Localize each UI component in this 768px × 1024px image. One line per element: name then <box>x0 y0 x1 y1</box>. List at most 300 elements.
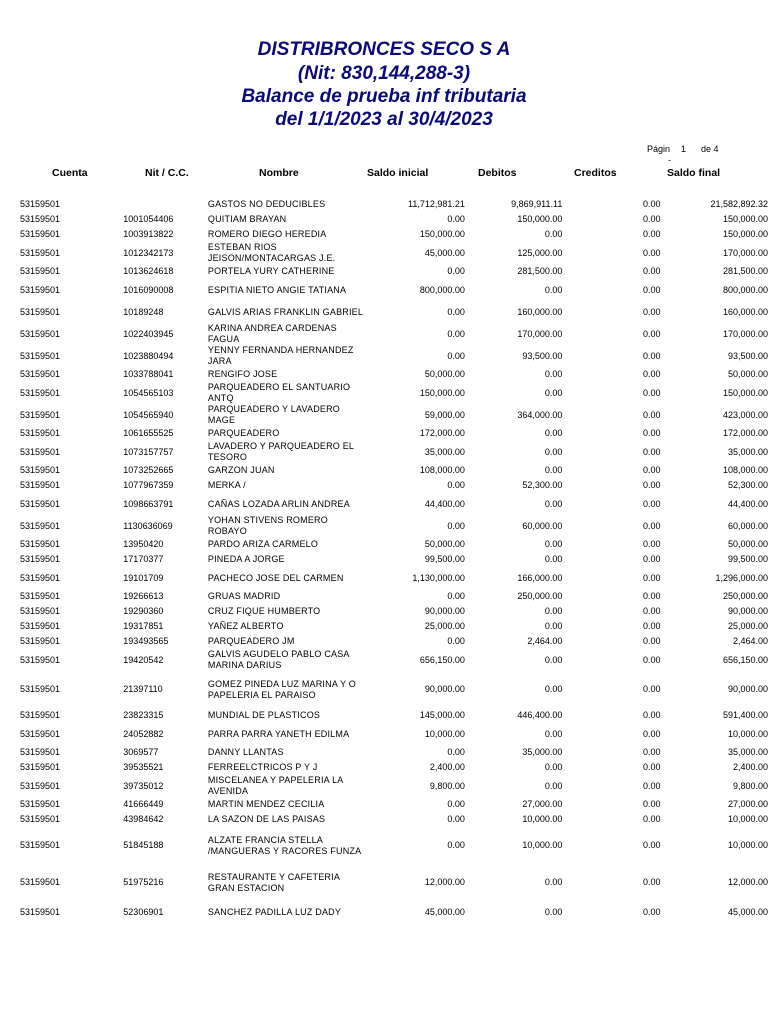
cell-creditos: 0.00 <box>642 780 661 791</box>
cell-creditos: 0.00 <box>642 214 661 224</box>
cell-creditos: 0.00 <box>642 199 661 209</box>
table-row <box>0 708 768 723</box>
table-row <box>0 589 768 604</box>
table-row <box>0 212 768 227</box>
cell-nit: 3069577 <box>123 747 159 757</box>
cell-nit: 1013624618 <box>123 266 174 276</box>
cell-nombre: QUITIAM BRAYAN <box>207 214 287 224</box>
cell-saldo-inicial: 90,000.00 <box>424 606 465 616</box>
cell-creditos: 0.00 <box>642 266 661 276</box>
cell-cuenta: 53159501 <box>20 684 61 694</box>
cell-debitos: 0.00 <box>544 387 563 398</box>
cell-creditos: 0.00 <box>642 877 661 887</box>
page-number: 1 <box>681 144 687 154</box>
col-header-debitos: Debitos <box>478 167 517 179</box>
cell-creditos: 0.00 <box>642 428 661 438</box>
cell-nit: 10189248 <box>123 306 164 317</box>
cell-nombre: GALVIS AGUDELO PABLO CASA MARINA DARIUS <box>207 649 350 670</box>
cell-saldo-inicial: 59,000.00 <box>424 409 465 420</box>
cell-nombre: MERKA / <box>207 480 246 490</box>
cell-nombre: GOMEZ PINEDA LUZ MARINA Y O PAPELERIA EL PARAISO <box>207 678 357 700</box>
cell-cuenta: 53159501 <box>20 606 61 616</box>
cell-debitos: 446,400.00 <box>517 710 563 720</box>
cell-nit: 21397110 <box>123 684 163 694</box>
balance-table-body <box>0 197 768 923</box>
cell-saldo-inicial: 145,000.00 <box>419 710 465 720</box>
cell-cuenta: 53159501 <box>20 728 61 739</box>
cell-nombre: MARTIN MENDEZ CECILIA <box>207 799 325 809</box>
cell-cuenta: 53159501 <box>20 814 61 824</box>
table-row <box>0 634 768 649</box>
cell-creditos: 0.00 <box>642 350 661 361</box>
cell-nit: 39535521 <box>123 762 164 772</box>
cell-cuenta: 53159501 <box>20 636 61 646</box>
cell-creditos: 0.00 <box>642 814 661 824</box>
cell-saldo-final: 170,000.00 <box>722 328 768 339</box>
cell-saldo-inicial: 0.00 <box>447 480 465 490</box>
table-row <box>0 797 768 812</box>
cell-nit: 1023880494 <box>123 350 174 361</box>
cell-saldo-final: 150,000.00 <box>722 214 768 224</box>
cell-cuenta: 53159501 <box>20 369 61 379</box>
cell-nombre: LAVADERO Y PARQUEADERO EL TESORO <box>207 441 354 462</box>
cell-cuenta: 53159501 <box>20 621 61 631</box>
cell-saldo-final: 172,000.00 <box>722 428 768 438</box>
cell-debitos: 125,000.00 <box>517 247 563 258</box>
cell-cuenta: 53159501 <box>20 306 61 317</box>
cell-debitos: 0.00 <box>544 428 563 438</box>
cell-saldo-inicial: 150,000.00 <box>419 387 465 398</box>
cell-cuenta: 53159501 <box>20 498 61 509</box>
cell-cuenta: 53159501 <box>20 266 61 276</box>
table-row <box>0 227 768 242</box>
cell-debitos: 0.00 <box>544 554 563 564</box>
col-header-creditos: Creditos <box>574 167 617 179</box>
cell-cuenta: 53159501 <box>20 747 61 757</box>
table-row <box>0 745 768 760</box>
cell-debitos: 0.00 <box>544 229 563 239</box>
cell-debitos: 0.00 <box>544 539 563 549</box>
cell-nombre: CRUZ FIQUE HUMBERTO <box>207 606 321 616</box>
cell-saldo-inicial: 44,400.00 <box>424 498 465 509</box>
cell-debitos: 10,000.00 <box>522 840 563 850</box>
cell-nombre: YAÑEZ ALBERTO <box>207 621 284 631</box>
cell-nit: 1001054406 <box>123 214 174 224</box>
cell-nombre: PARQUEADERO JM <box>207 636 295 646</box>
cell-cuenta: 53159501 <box>20 214 61 224</box>
cell-cuenta: 53159501 <box>20 840 61 850</box>
table-row <box>0 463 768 478</box>
col-header-nit: Nit / C.C. <box>145 167 189 179</box>
cell-creditos: 0.00 <box>642 539 661 549</box>
cell-debitos: 0.00 <box>544 906 563 917</box>
cell-cuenta: 53159501 <box>20 572 61 583</box>
cell-saldo-inicial: 0.00 <box>447 591 465 601</box>
cell-saldo-inicial: 800,000.00 <box>419 284 465 295</box>
table-row <box>0 604 768 619</box>
cell-cuenta: 53159501 <box>20 229 61 239</box>
cell-nit: 1003913822 <box>123 229 174 239</box>
cell-cuenta: 53159501 <box>20 465 61 475</box>
cell-nombre: ROMERO DIEGO HEREDIA <box>207 229 327 239</box>
cell-saldo-final: 50,000.00 <box>727 369 768 379</box>
table-row <box>0 264 768 279</box>
cell-creditos: 0.00 <box>642 728 661 739</box>
table-row <box>0 279 768 301</box>
cell-saldo-final: 250,000.00 <box>722 591 768 601</box>
cell-nombre: KARINA ANDREA CARDENAS FAGUA <box>207 323 337 344</box>
cell-saldo-final: 10,000.00 <box>727 840 768 850</box>
table-row <box>0 515 768 537</box>
cell-debitos: 60,000.00 <box>522 520 563 531</box>
table-row <box>0 901 768 923</box>
cell-debitos: 27,000.00 <box>522 799 563 809</box>
cell-nit: 193493565 <box>123 636 169 646</box>
cell-creditos: 0.00 <box>642 369 661 379</box>
cell-creditos: 0.00 <box>642 554 661 564</box>
table-row <box>0 197 768 212</box>
cell-cuenta: 53159501 <box>20 539 61 549</box>
cell-creditos: 0.00 <box>642 621 661 631</box>
cell-creditos: 0.00 <box>642 799 661 809</box>
cell-saldo-inicial: 50,000.00 <box>424 539 465 549</box>
cell-creditos: 0.00 <box>642 409 661 420</box>
cell-saldo-inicial: 99,500.00 <box>424 554 465 564</box>
cell-nit: 1073157757 <box>123 446 174 457</box>
table-row <box>0 812 768 827</box>
cell-nit: 19290360 <box>123 606 164 616</box>
cell-creditos: 0.00 <box>642 906 661 917</box>
cell-nombre: ESPITIA NIETO ANGIE TATIANA <box>207 284 347 295</box>
cell-nit: 1016090008 <box>123 284 174 295</box>
cell-debitos: 0.00 <box>544 446 563 457</box>
cell-nit: 13950420 <box>123 539 164 549</box>
cell-debitos: 166,000.00 <box>517 572 563 583</box>
cell-cuenta: 53159501 <box>20 710 61 720</box>
cell-saldo-final: 60,000.00 <box>727 520 768 531</box>
cell-cuenta: 53159501 <box>20 199 61 209</box>
cell-nit: 1054565940 <box>123 409 174 420</box>
cell-creditos: 0.00 <box>642 572 661 583</box>
cell-saldo-final: 90,000.00 <box>727 684 768 694</box>
cell-creditos: 0.00 <box>642 306 661 317</box>
table-row <box>0 367 768 382</box>
cell-saldo-final: 25,000.00 <box>727 621 768 631</box>
col-header-saldo-final: Saldo final <box>667 167 721 179</box>
cell-nit: 19317851 <box>123 621 164 631</box>
cell-creditos: 0.00 <box>642 446 661 457</box>
cell-cuenta: 53159501 <box>20 247 61 258</box>
table-row <box>0 552 768 567</box>
table-row <box>0 242 768 264</box>
cell-nit: 43984642 <box>123 814 164 824</box>
company-name: DISTRIBRONCES SECO S A <box>257 39 511 60</box>
cell-nombre: PARRA PARRA YANETH EDILMA <box>207 728 350 739</box>
table-row <box>0 345 768 367</box>
cell-cuenta: 53159501 <box>20 654 61 665</box>
cell-nombre: PARDO ARIZA CARMELO <box>207 539 319 549</box>
cell-debitos: 0.00 <box>544 684 563 694</box>
table-row <box>0 537 768 552</box>
cell-nit: 1033788041 <box>123 369 174 379</box>
cell-cuenta: 53159501 <box>20 328 61 339</box>
cell-nombre: PORTELA YURY CATHERINE <box>207 266 335 276</box>
cell-nombre: ESTEBAN RIOS JEISON/MONTACARGAS J.E. <box>207 242 336 263</box>
table-row <box>0 441 768 463</box>
cell-debitos: 0.00 <box>544 606 563 616</box>
cell-debitos: 10,000.00 <box>522 814 563 824</box>
cell-saldo-inicial: 45,000.00 <box>424 247 465 258</box>
cell-creditos: 0.00 <box>642 591 661 601</box>
cell-saldo-inicial: 1,130,000.00 <box>412 572 465 583</box>
cell-nombre: PARQUEADERO Y LAVADERO MAGE <box>207 404 341 425</box>
table-row <box>0 671 768 708</box>
table-row <box>0 493 768 515</box>
cell-saldo-final: 21,582,892.32 <box>710 199 768 209</box>
cell-cuenta: 53159501 <box>20 284 61 295</box>
cell-nit: 19101709 <box>123 572 164 583</box>
table-row <box>0 723 768 745</box>
cell-saldo-inicial: 11,712,981.21 <box>408 199 465 209</box>
cell-saldo-final: 800,000.00 <box>722 284 768 295</box>
cell-nit: 1077967359 <box>123 480 174 490</box>
cell-cuenta: 53159501 <box>20 554 61 564</box>
cell-creditos: 0.00 <box>642 606 661 616</box>
col-header-cuenta: Cuenta <box>52 167 88 179</box>
cell-saldo-final: 35,000.00 <box>727 747 768 757</box>
cell-nit: 51845188 <box>123 840 164 850</box>
cell-nombre: YENNY FERNANDA HERNANDEZ JARA <box>207 345 354 366</box>
table-row <box>0 864 768 901</box>
cell-nit: 1061655525 <box>123 428 174 438</box>
cell-cuenta: 53159501 <box>20 762 61 772</box>
cell-nombre: PACHECO JOSE DEL CARMEN <box>207 572 344 583</box>
table-row <box>0 619 768 634</box>
cell-nit: 1098663791 <box>123 498 174 509</box>
report-period: del 1/1/2023 al 30/4/2023 <box>275 109 493 130</box>
col-header-nombre: Nombre <box>259 167 299 179</box>
cell-saldo-inicial: 0.00 <box>447 214 465 224</box>
cell-saldo-final: 9,800.00 <box>732 780 768 791</box>
cell-nombre: CAÑAS LOZADA ARLIN ANDREA <box>207 498 350 509</box>
cell-cuenta: 53159501 <box>20 877 61 887</box>
cell-nombre: SANCHEZ PADILLA LUZ DADY <box>207 906 342 917</box>
page-indicator <box>647 144 719 154</box>
cell-debitos: 52,300.00 <box>522 480 563 490</box>
balance-table <box>0 197 768 923</box>
cell-nombre: YOHAN STIVENS ROMERO ROBAYO <box>207 515 328 536</box>
cell-saldo-inicial: 0.00 <box>447 840 465 850</box>
cell-nit: 1130636069 <box>123 520 173 531</box>
cell-nit: 17170377 <box>123 554 164 564</box>
cell-cuenta: 53159501 <box>20 446 61 457</box>
table-row <box>0 775 768 797</box>
cell-saldo-inicial: 0.00 <box>447 814 465 824</box>
cell-saldo-inicial: 0.00 <box>447 520 465 531</box>
table-row <box>0 382 768 404</box>
cell-saldo-inicial: 9,800.00 <box>429 780 465 791</box>
cell-saldo-final: 1,296,000.00 <box>715 572 768 583</box>
cell-cuenta: 53159501 <box>20 480 61 490</box>
cell-debitos: 0.00 <box>544 621 563 631</box>
cell-nombre: ALZATE FRANCIA STELLA /MANGUERAS Y RACORES FUNZA <box>207 834 362 856</box>
page-total: de 4 <box>701 144 719 154</box>
cell-saldo-final: 44,400.00 <box>727 498 768 509</box>
cell-saldo-final: 423,000.00 <box>722 409 768 420</box>
cell-creditos: 0.00 <box>642 520 661 531</box>
cell-nit: 19266613 <box>123 591 164 601</box>
cell-nombre: PINEDA A JORGE <box>207 554 285 564</box>
table-row <box>0 649 768 671</box>
table-row <box>0 760 768 775</box>
cell-nombre: GASTOS NO DEDUCIBLES <box>207 199 326 209</box>
cell-saldo-final: 656,150.00 <box>722 654 768 665</box>
cell-saldo-inicial: 0.00 <box>447 799 465 809</box>
cell-creditos: 0.00 <box>642 247 661 258</box>
cell-saldo-inicial: 45,000.00 <box>424 906 465 917</box>
cell-saldo-final: 281,500.00 <box>722 266 768 276</box>
cell-creditos: 0.00 <box>642 328 661 339</box>
cell-saldo-final: 170,000.00 <box>722 247 768 258</box>
cell-saldo-final: 150,000.00 <box>722 387 768 398</box>
cell-saldo-final: 99,500.00 <box>727 554 768 564</box>
cell-creditos: 0.00 <box>642 498 661 509</box>
cell-saldo-inicial: 150,000.00 <box>419 229 465 239</box>
cell-saldo-inicial: 0.00 <box>447 328 465 339</box>
cell-saldo-final: 2,464.00 <box>732 636 768 646</box>
cell-saldo-inicial: 0.00 <box>447 636 465 646</box>
table-row <box>0 301 768 323</box>
cell-nombre: FERREELCTRICOS P Y J <box>207 762 318 772</box>
cell-nombre: LA SAZON DE LAS PAISAS <box>207 814 326 824</box>
cell-saldo-inicial: 35,000.00 <box>424 446 465 457</box>
cell-saldo-inicial: 25,000.00 <box>424 621 465 631</box>
cell-nit: 51975216 <box>123 877 164 887</box>
cell-debitos: 0.00 <box>544 780 563 791</box>
cell-debitos: 35,000.00 <box>522 747 563 757</box>
cell-nit <box>123 197 208 212</box>
page-label: Págin <box>647 144 671 154</box>
cell-saldo-inicial: 0.00 <box>447 350 465 361</box>
cell-nit: 24052882 <box>123 728 164 739</box>
page-dash: - <box>668 155 671 165</box>
cell-nombre: GARZON JUAN <box>207 465 275 475</box>
cell-saldo-final: 591,400.00 <box>722 710 768 720</box>
cell-saldo-final: 10,000.00 <box>727 814 768 824</box>
table-row <box>0 426 768 441</box>
cell-debitos: 93,500.00 <box>522 350 563 361</box>
cell-saldo-inicial: 10,000.00 <box>424 728 465 739</box>
table-row <box>0 567 768 589</box>
cell-debitos: 9,869,911.11 <box>511 199 563 209</box>
cell-debitos: 0.00 <box>544 465 563 475</box>
cell-cuenta: 53159501 <box>20 409 61 420</box>
cell-saldo-final: 45,000.00 <box>727 906 768 917</box>
cell-nombre: PARQUEADERO EL SANTUARIO ANTQ <box>207 382 351 403</box>
cell-cuenta: 53159501 <box>20 428 61 438</box>
cell-cuenta: 53159501 <box>20 799 61 809</box>
cell-creditos: 0.00 <box>642 710 661 720</box>
cell-cuenta: 53159501 <box>20 591 61 601</box>
cell-saldo-final: 50,000.00 <box>727 539 768 549</box>
table-row <box>0 827 768 864</box>
cell-debitos: 150,000.00 <box>517 214 563 224</box>
cell-nit: 19420542 <box>123 654 164 665</box>
cell-cuenta: 53159501 <box>20 780 61 791</box>
cell-creditos: 0.00 <box>642 229 661 239</box>
cell-debitos: 0.00 <box>544 498 563 509</box>
cell-nit: 39735012 <box>123 780 164 791</box>
cell-creditos: 0.00 <box>642 840 661 850</box>
cell-debitos: 250,000.00 <box>517 591 563 601</box>
cell-debitos: 0.00 <box>544 284 563 295</box>
report-title: Balance de prueba inf tributaria <box>241 86 527 107</box>
cell-nit: 1054565103 <box>123 387 174 398</box>
cell-saldo-inicial: 12,000.00 <box>424 877 465 887</box>
cell-debitos: 170,000.00 <box>517 328 563 339</box>
cell-nombre: RENGIFO JOSE <box>207 369 278 379</box>
cell-nombre: PARQUEADERO <box>207 428 280 438</box>
cell-cuenta: 53159501 <box>20 906 61 917</box>
cell-saldo-inicial: 90,000.00 <box>424 684 465 694</box>
cell-nit: 41666449 <box>123 799 164 809</box>
cell-saldo-final: 27,000.00 <box>727 799 768 809</box>
cell-creditos: 0.00 <box>642 636 661 646</box>
table-row <box>0 404 768 426</box>
cell-saldo-inicial: 172,000.00 <box>419 428 465 438</box>
cell-saldo-final: 52,300.00 <box>727 480 768 490</box>
cell-saldo-inicial: 50,000.00 <box>424 369 465 379</box>
cell-nombre: GRUAS MADRID <box>207 591 281 601</box>
cell-nit: 23823315 <box>123 710 164 720</box>
cell-debitos: 0.00 <box>544 877 563 887</box>
cell-saldo-final: 12,000.00 <box>727 877 768 887</box>
cell-saldo-inicial: 0.00 <box>447 266 465 276</box>
cell-nombre: MISCELANEA Y PAPELERIA LA AVENIDA <box>207 775 343 796</box>
cell-saldo-final: 2,400.00 <box>732 762 768 772</box>
cell-saldo-inicial: 108,000.00 <box>419 465 465 475</box>
cell-cuenta: 53159501 <box>20 520 61 531</box>
cell-creditos: 0.00 <box>642 387 661 398</box>
cell-debitos: 0.00 <box>544 762 563 772</box>
cell-creditos: 0.00 <box>642 684 661 694</box>
cell-cuenta: 53159501 <box>20 350 61 361</box>
cell-nit: 52306901 <box>123 906 164 917</box>
table-row <box>0 323 768 345</box>
cell-cuenta: 53159501 <box>20 387 61 398</box>
cell-debitos: 0.00 <box>544 654 563 665</box>
col-header-saldo-inicial: Saldo inicial <box>367 167 429 179</box>
cell-nit: 1012342173 <box>123 247 174 258</box>
cell-debitos: 0.00 <box>544 369 563 379</box>
cell-saldo-inicial: 656,150.00 <box>419 654 465 665</box>
cell-creditos: 0.00 <box>642 747 661 757</box>
cell-saldo-inicial: 2,400.00 <box>429 762 465 772</box>
cell-debitos: 364,000.00 <box>517 409 563 420</box>
cell-saldo-final: 35,000.00 <box>727 446 768 457</box>
cell-creditos: 0.00 <box>642 654 661 665</box>
cell-creditos: 0.00 <box>642 480 661 490</box>
cell-nombre: MUNDIAL DE PLASTICOS <box>207 710 321 720</box>
cell-saldo-final: 160,000.00 <box>722 306 768 317</box>
cell-debitos: 281,500.00 <box>517 266 563 276</box>
cell-saldo-inicial: 0.00 <box>447 747 465 757</box>
table-row <box>0 478 768 493</box>
cell-saldo-final: 93,500.00 <box>727 350 768 361</box>
company-nit: (Nit: 830,144,288-3) <box>297 63 471 84</box>
cell-saldo-inicial: 0.00 <box>447 306 465 317</box>
cell-creditos: 0.00 <box>642 762 661 772</box>
